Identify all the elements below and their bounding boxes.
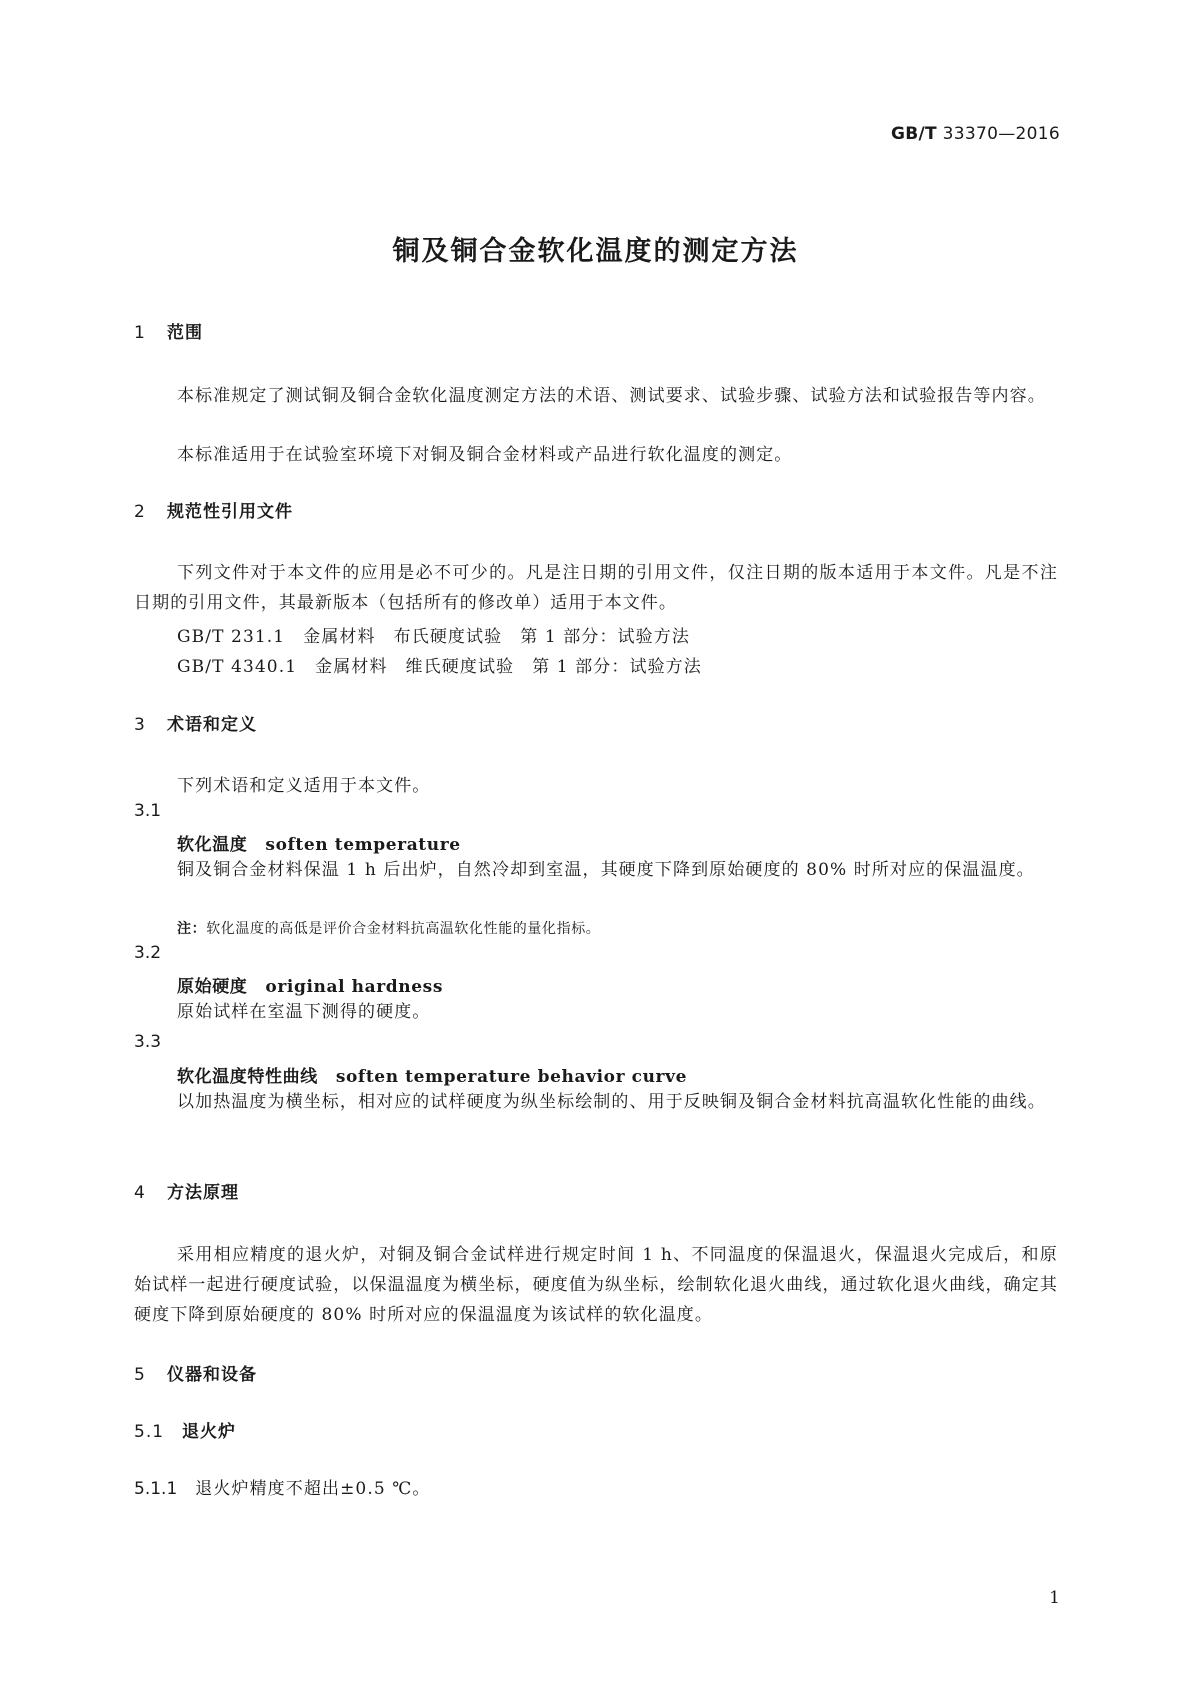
standard-code: 33370—2016 bbox=[942, 124, 1060, 144]
section-2-heading: 2 规范性引用文件 bbox=[134, 502, 293, 522]
standard-prefix: GB/T bbox=[891, 124, 937, 144]
term-heading: 原始硬度 original hardness bbox=[177, 977, 443, 997]
subsection-5-1-heading: 5.1 退火炉 bbox=[134, 1422, 237, 1442]
term-heading: 软化温度 soften temperature bbox=[177, 835, 461, 855]
term-definition: 铜及铜合金材料保温 1 h 后出炉，自然冷却到室温，其硬度下降到原始硬度的 80% 时所对应的保温温度。 bbox=[177, 860, 1035, 880]
reference-code: GB/T 231.1 bbox=[177, 627, 286, 647]
term-definition: 原始试样在室温下测得的硬度。 bbox=[177, 1002, 431, 1022]
page-number: 1 bbox=[1049, 1588, 1060, 1608]
clause-5-1-1: 5.1.1 退火炉精度不超出±0.5 ℃。 bbox=[134, 1479, 431, 1499]
standard-number bbox=[860, 124, 1060, 144]
section-3-paragraph-1: 下列术语和定义适用于本文件。 bbox=[177, 776, 431, 796]
section-4-paragraph-1: 采用相应精度的退火炉，对铜及铜合金试样进行规定时间 1 h、不同温度的保温退火，保温退火完成后，和原始试样一起进行硬度试验，以保温温度为横坐标，硬度值为纵坐标，绘制软化退火曲线，通过软化退火曲线，确定其硬度下降到原始硬度的 80% 时所对应的保温温度为该试样的软化温度。 bbox=[134, 1245, 1058, 1325]
reference-item: GB/T 4340.1 金属材料 维氏硬度试验 第 1 部分：试验方法 bbox=[177, 657, 702, 677]
term-definition: 以加热温度为横坐标，相对应的试样硬度为纵坐标绘制的、用于反映铜及铜合金材料抗高温软化性能的曲线。 bbox=[177, 1092, 1046, 1112]
section-4-heading: 4 方法原理 bbox=[134, 1183, 239, 1203]
document-title: 铜及铜合金软化温度的测定方法 bbox=[392, 236, 799, 267]
section-5-heading: 5 仪器和设备 bbox=[134, 1365, 257, 1385]
clause-number: 3.1 bbox=[134, 801, 162, 821]
section-2-paragraph-1: 下列文件对于本文件的应用是必不可少的。凡是注日期的引用文件，仅注日期的版本适用于本文件。凡是不注日期的引用文件，其最新版本（包括所有的修改单）适用于本文件。 bbox=[134, 563, 1058, 613]
term-heading: 软化温度特性曲线 soften temperature behavior curve bbox=[177, 1067, 688, 1087]
clause-number: 3.3 bbox=[134, 1032, 162, 1052]
section-1-heading: 1 范围 bbox=[134, 323, 203, 343]
term-note: 注：软化温度的高低是评价合金材料抗高温软化性能的量化指标。 bbox=[177, 921, 601, 937]
section-1-paragraph-1: 本标准规定了测试铜及铜合金软化温度测定方法的术语、测试要求、试验步骤、试验方法和试验报告等内容。 bbox=[177, 386, 1046, 406]
section-1-paragraph-2: 本标准适用于在试验室环境下对铜及铜合金材料或产品进行软化温度的测定。 bbox=[177, 445, 793, 465]
reference-code: GB/T 4340.1 bbox=[177, 657, 298, 677]
reference-item: GB/T 231.1 金属材料 布氏硬度试验 第 1 部分：试验方法 bbox=[177, 627, 690, 647]
section-3-heading: 3 术语和定义 bbox=[134, 715, 257, 735]
clause-number: 3.2 bbox=[134, 943, 162, 963]
